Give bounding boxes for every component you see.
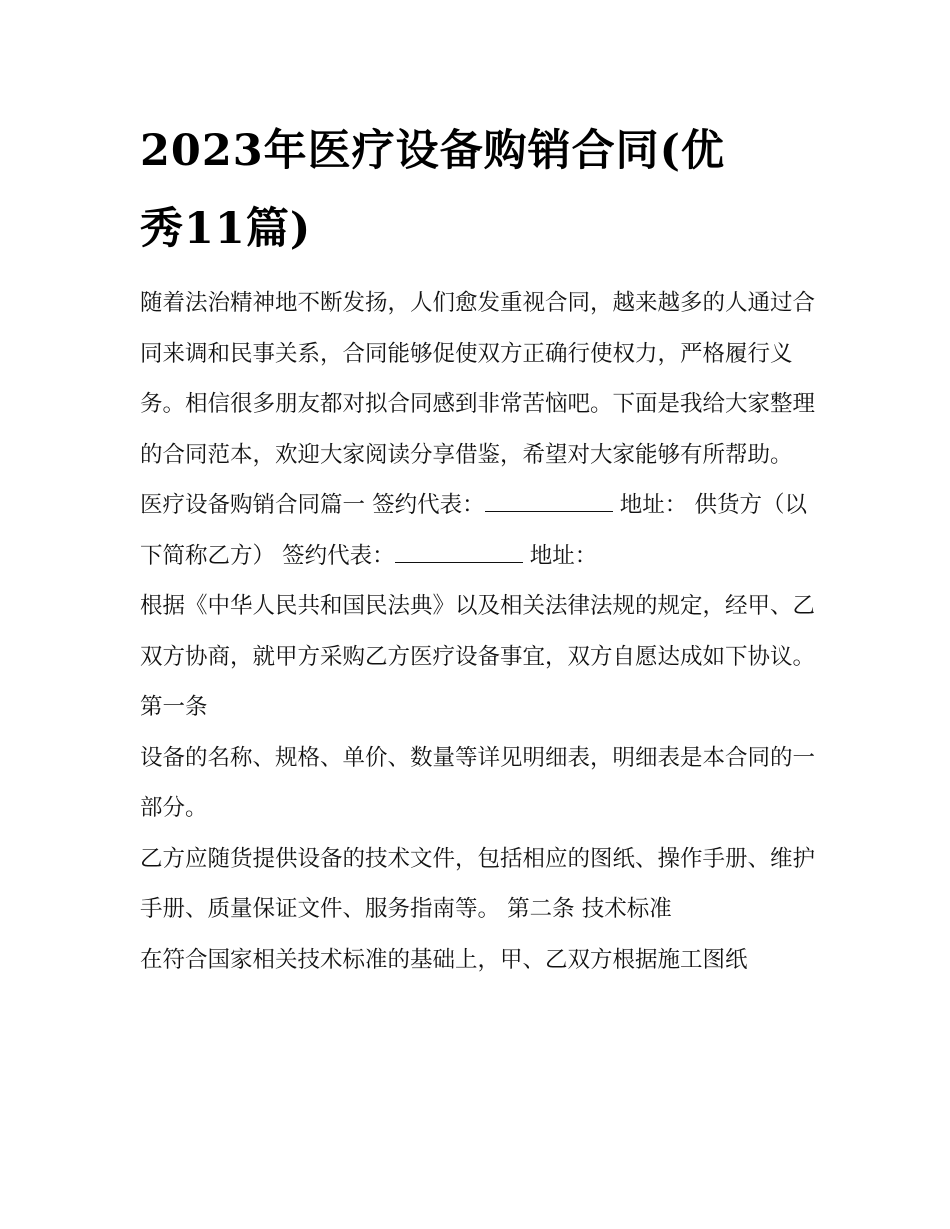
intro-paragraph: 随着法治精神地不断发扬，人们愈发重视合同，越来越多的人通过合同来调和民事关系，合同能够促使双方正确行使权力，严格履行义务。相信很多朋友都对拟合同感到非常苦恼吧。下面是我给大家整理的合同范本，欢迎大家阅读分享借鉴，希望对大家能够有所帮助。 [140,290,816,468]
basis-paragraph: 根据《中华人民共和国民法典》以及相关法律法规的规定，经甲、乙双方协商，就甲方采购乙方医疗设备事宜，双方自愿达成如下协议。 第一条 [140,593,816,720]
parties-text-3: 地址： [522,542,598,569]
signatory-blank-2 [395,542,523,563]
title-line-2: 秀11篇) [140,204,312,254]
parties-text-1: 医疗设备购销合同篇一 签约代表： [140,492,485,518]
document-body [140,278,815,985]
signatory-blank-1 [485,491,613,512]
title-line-1: 2023年医疗设备购销合同(优 [140,126,726,176]
item-paragraph-2: 乙方应随货提供设备的技术文件，包括相应的图纸、操作手册、维护手册、质量保证文件、服务指南等。 第二条 技术标准 [140,845,816,922]
parties-text-2: 地址： 供货方（以下简称乙方） 签约代表： [140,492,807,569]
parties-paragraph [140,480,815,581]
document-title [140,112,820,268]
item-paragraph-1: 设备的名称、规格、单价、数量等详见明细表，明细表是本合同的一部分。 [140,744,816,821]
item-paragraph-3: 在符合国家相关技术标准的基础上，甲、乙双方根据施工图纸 [140,946,748,973]
